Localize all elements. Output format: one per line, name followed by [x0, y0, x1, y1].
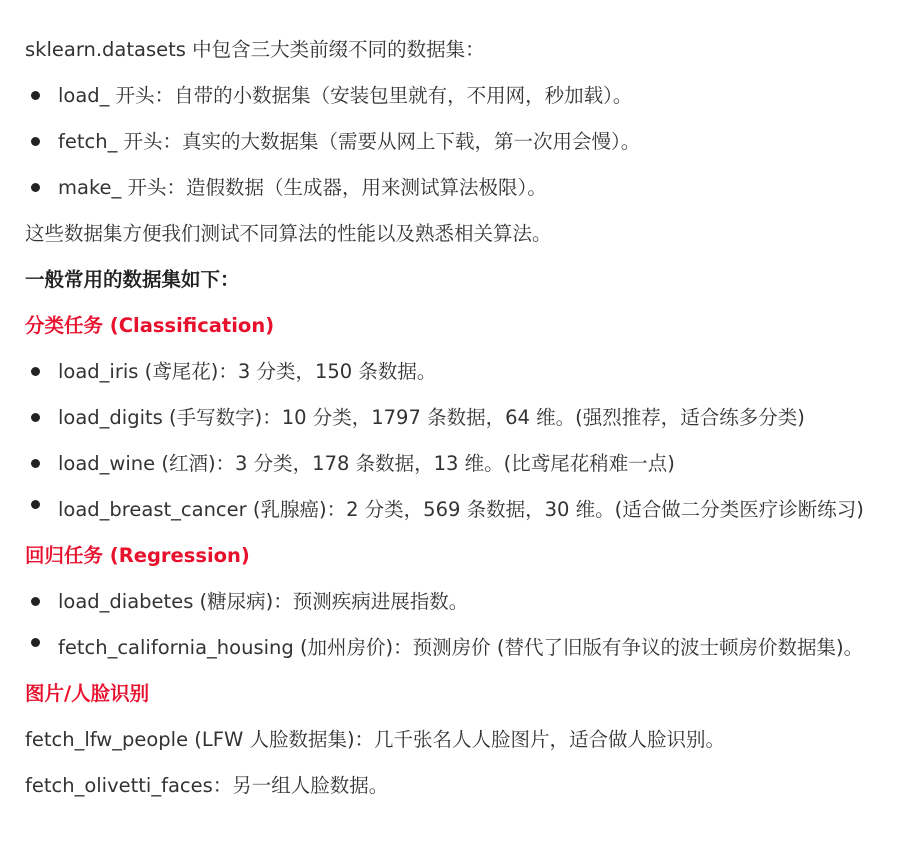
summary-paragraph: 这些数据集方便我们测试不同算法的性能以及熟悉相关算法。 [25, 222, 552, 245]
list-item-text: load_wine (红酒)：3 分类，178 条数据，13 维。(比鸢尾花稍难一点) [58, 452, 675, 475]
regression-heading: 回归任务 (Regression) [25, 544, 250, 567]
list-item-text: load_digits (手写数字)：10 分类，1797 条数据，64 维。(强烈推荐，适合练多分类) [58, 406, 805, 429]
list-item [25, 630, 879, 666]
bullet-icon [31, 137, 40, 146]
list-item-text: load_ 开头：自带的小数据集（安装包里就有，不用网，秒加载）。 [58, 84, 633, 107]
face-dataset-line: fetch_lfw_people (LFW 人脸数据集)：几千张名人人脸图片，适合做人脸识别。 [25, 728, 726, 751]
list-item [25, 451, 879, 477]
face-recognition-heading: 图片/人脸识别 [25, 682, 150, 705]
bullet-icon [31, 638, 40, 647]
bullet-icon [31, 500, 40, 509]
classification-heading: 分类任务 (Classification) [25, 314, 275, 337]
list-item-text: load_iris (鸢尾花)：3 分类，150 条数据。 [58, 360, 437, 383]
face-dataset-line: fetch_olivetti_faces：另一组人脸数据。 [25, 774, 389, 797]
bullet-icon [31, 459, 40, 468]
bullet-icon [31, 91, 40, 100]
prefix-list [25, 83, 879, 201]
common-datasets-heading: 一般常用的数据集如下： [25, 268, 240, 291]
bullet-icon [31, 413, 40, 422]
regression-list [25, 589, 879, 666]
list-item [25, 83, 879, 109]
list-item [25, 129, 879, 155]
list-item [25, 589, 879, 615]
list-item [25, 492, 879, 528]
list-item [25, 359, 879, 385]
bullet-icon [31, 183, 40, 192]
bullet-icon [31, 597, 40, 606]
bullet-icon [31, 367, 40, 376]
list-item-text: fetch_california_housing (加州房价)：预测房价 (替代了旧版有争议的波士顿房价数据集)。 [58, 636, 864, 659]
list-item-text: load_diabetes (糖尿病)：预测疾病进展指数。 [58, 590, 469, 613]
list-item-text: load_breast_cancer (乳腺癌)：2 分类，569 条数据，30 维。(适合做二分类医疗诊断练习) [58, 498, 864, 521]
list-item-text: make_ 开头：造假数据（生成器，用来测试算法极限）。 [58, 176, 547, 199]
list-item-text: fetch_ 开头：真实的大数据集（需要从网上下载，第一次用会慢）。 [58, 130, 641, 153]
list-item [25, 405, 879, 431]
classification-list [25, 359, 879, 528]
intro-paragraph: sklearn.datasets 中包含三大类前缀不同的数据集： [25, 38, 485, 61]
list-item [25, 175, 879, 201]
